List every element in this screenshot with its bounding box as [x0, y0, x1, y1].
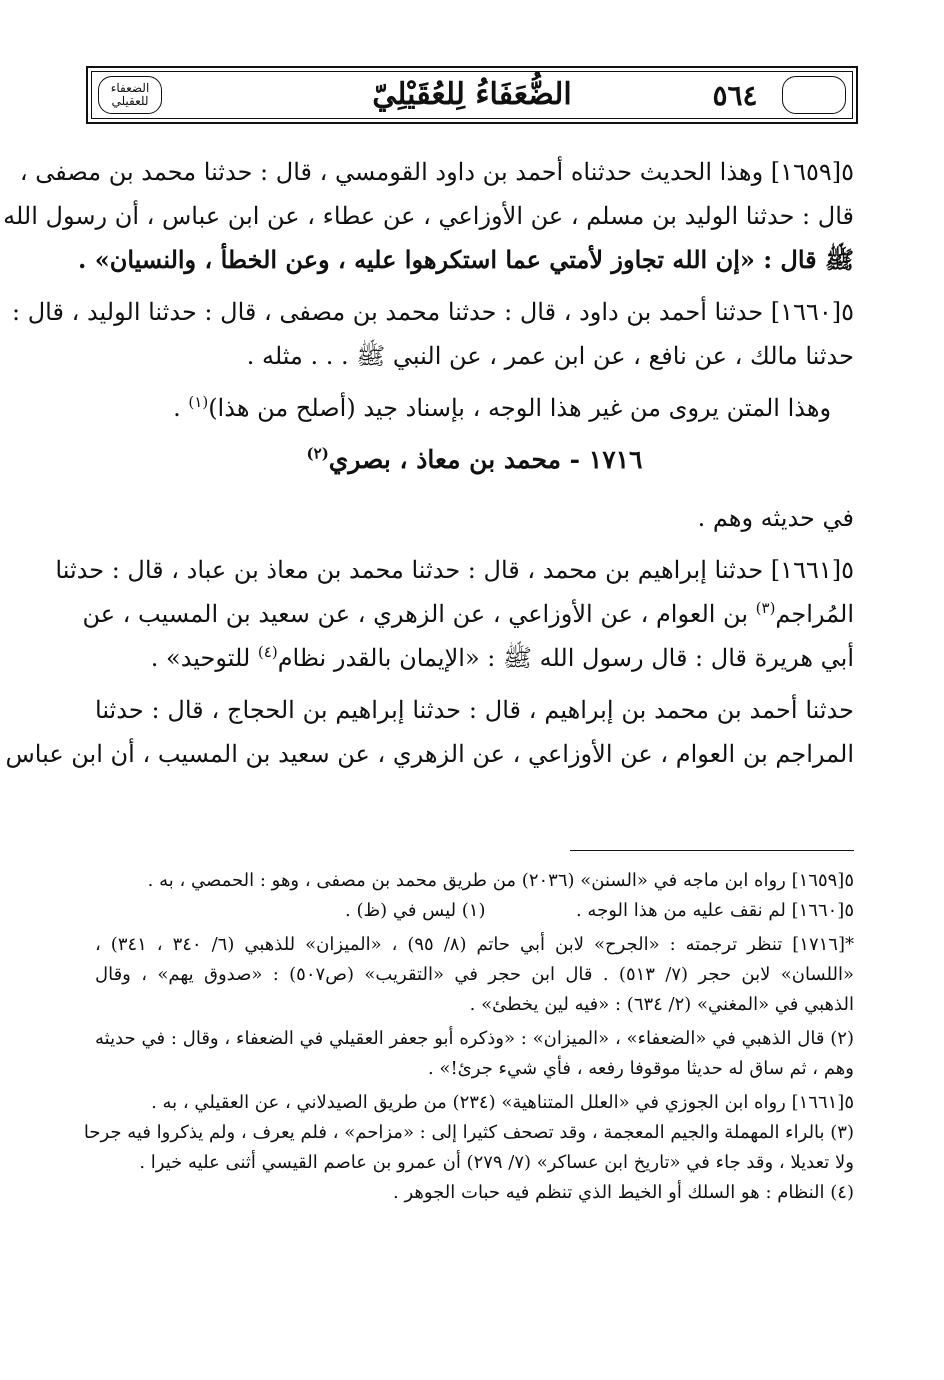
hadith-text: أبي هريرة قال : قال رسول الله ﷺ : «الإيمان بالقدر نظام — [277, 644, 854, 672]
footnote: (٢) قال الذهبي في «الضعفاء» ، «الميزان» : «وذكره أبو جعفر العقيلي في الضعفاء ، وقال : في حديثه — [95, 1028, 854, 1049]
footnote-ref: (٢) — [306, 444, 329, 463]
footnotes — [83, 866, 854, 1208]
footnote: ٥[١٦٦٠] لم نقف عليه من هذا الوجه . — [575, 900, 854, 921]
footnote: *[١٧١٦] تنظر ترجمته : «الجرح» لابن أبي حاتم (٨/ ٩٥) ، «الميزان» للذهبي (٦/ ٣٤٠ ، ٣٤١) ، — [95, 934, 854, 955]
footnote: (٣) بالراء المهملة والجيم المعجمة ، وقد تصحف كثيرا إلى : «مزاحم» ، فلم يعرف ، ولم يذكروا فيه جرحا — [83, 1122, 854, 1143]
hadith-text-end: للتوحيد» . — [150, 644, 258, 672]
footnote: ولا تعديلا ، وقد جاء في «تاريخ ابن عساكر» (٧/ ٢٧٩) أن عمرو بن عاصم القيسي أثنى عليه خيرا . — [139, 1152, 854, 1173]
narrator-name: المُراجم — [775, 600, 854, 628]
text-line: حدثنا أحمد بن محمد بن إبراهيم ، قال : حدثنا إبراهيم بن الحجاج ، قال : حدثنا — [95, 696, 854, 724]
footnote: (١) ليس في (ظ) . — [345, 900, 486, 921]
footnote-ref: (٤) — [257, 643, 278, 661]
footnote-ref: (١) — [188, 393, 209, 411]
footnote: وهم ، ثم ساق له حديثا موقوفا رفعه ، فأي شيء جرئ!» . — [427, 1058, 854, 1079]
footnote: (٤) النظام : هو السلك أو الخيط الذي تنظم فيه حبات الجوهر . — [393, 1182, 854, 1203]
heading-text: ١٧١٦ - محمد بن معاذ ، بصري — [328, 445, 643, 474]
sentence-text: وهذا المتن يروى من غير هذا الوجه ، بإسناد جيد (أصلح من هذا) — [208, 394, 832, 422]
footnote-ref: (٣) — [755, 599, 776, 617]
text-line — [82, 592, 854, 636]
text-line — [95, 386, 854, 430]
text-line: قال : حدثنا الوليد بن مسلم ، عن الأوزاعي ، عن عطاء ، عن ابن عباس ، أن رسول الله — [3, 202, 854, 230]
footnote: «اللسان» لابن حجر (٧/ ٥١٣) . قال ابن حجر في «التقريب» (ص٥٠٧) : «صدوق يهم» ، وقال — [95, 964, 854, 985]
footnote: ٥[١٦٥٩] رواه ابن ماجه في «السنن» (٢٠٣٦) من طريق محمد بن مصفى ، وهو : الحمصي ، به . — [147, 870, 854, 891]
page-number: ٥٦٤ — [712, 79, 758, 112]
text-line: ٥[١٦٦١] حدثنا إبراهيم بن محمد ، قال : حدثنا محمد بن معاذ بن عباد ، قال : حدثنا — [55, 556, 854, 584]
ornament-label: الضعفاء للعقيلي — [110, 81, 150, 108]
text-line: ٥[١٦٦٠] حدثنا أحمد بن داود ، قال : حدثنا محمد بن مصفى ، قال : حدثنا الوليد ، قال : — [12, 298, 854, 326]
footnote-separator — [570, 850, 854, 851]
sentence-end: . — [173, 394, 189, 422]
text-line: حدثنا مالك ، عن نافع ، عن ابن عمر ، عن النبي ﷺ . . . مثله . — [246, 342, 854, 370]
text-line: ٥[١٦٥٩] وهذا الحديث حدثناه أحمد بن داود القومسي ، قال : حدثنا محمد بن مصفى ، — [19, 158, 854, 186]
page-header — [86, 66, 858, 124]
chain-text: بن العوام ، عن الأوزاعي ، عن الزهري ، عن سعيد بن المسيب ، عن — [82, 600, 756, 628]
entry-heading — [95, 438, 854, 482]
text-line: المراجم بن العوام ، عن الأوزاعي ، عن الزهري ، عن سعيد بن المسيب ، أن ابن عباس — [5, 740, 854, 768]
footnote: ٥[١٦٦١] رواه ابن الجوزي في «العلل المتناهية» (٢٣٤) من طريق الصيدلاني ، عن العقيلي ، به . — [151, 1092, 854, 1113]
text-line: ﷺ قال : «إن الله تجاوز لأمتي عما استكرهوا عليه ، وعن الخطأ ، والنسيان» . — [78, 245, 854, 274]
text-line: في حديثه وهم . — [697, 504, 854, 532]
right-ornament-icon — [782, 76, 846, 114]
main-text — [3, 150, 854, 776]
text-line — [95, 636, 854, 680]
footnote-row — [95, 896, 854, 926]
footnote: الذهبي في «المغني» (٢/ ٦٣٤) : «فيه لين يخطئ» . — [469, 994, 854, 1015]
running-title: الضُّعَفَاءُ لِلعُقَيْلِيّ — [372, 77, 572, 112]
